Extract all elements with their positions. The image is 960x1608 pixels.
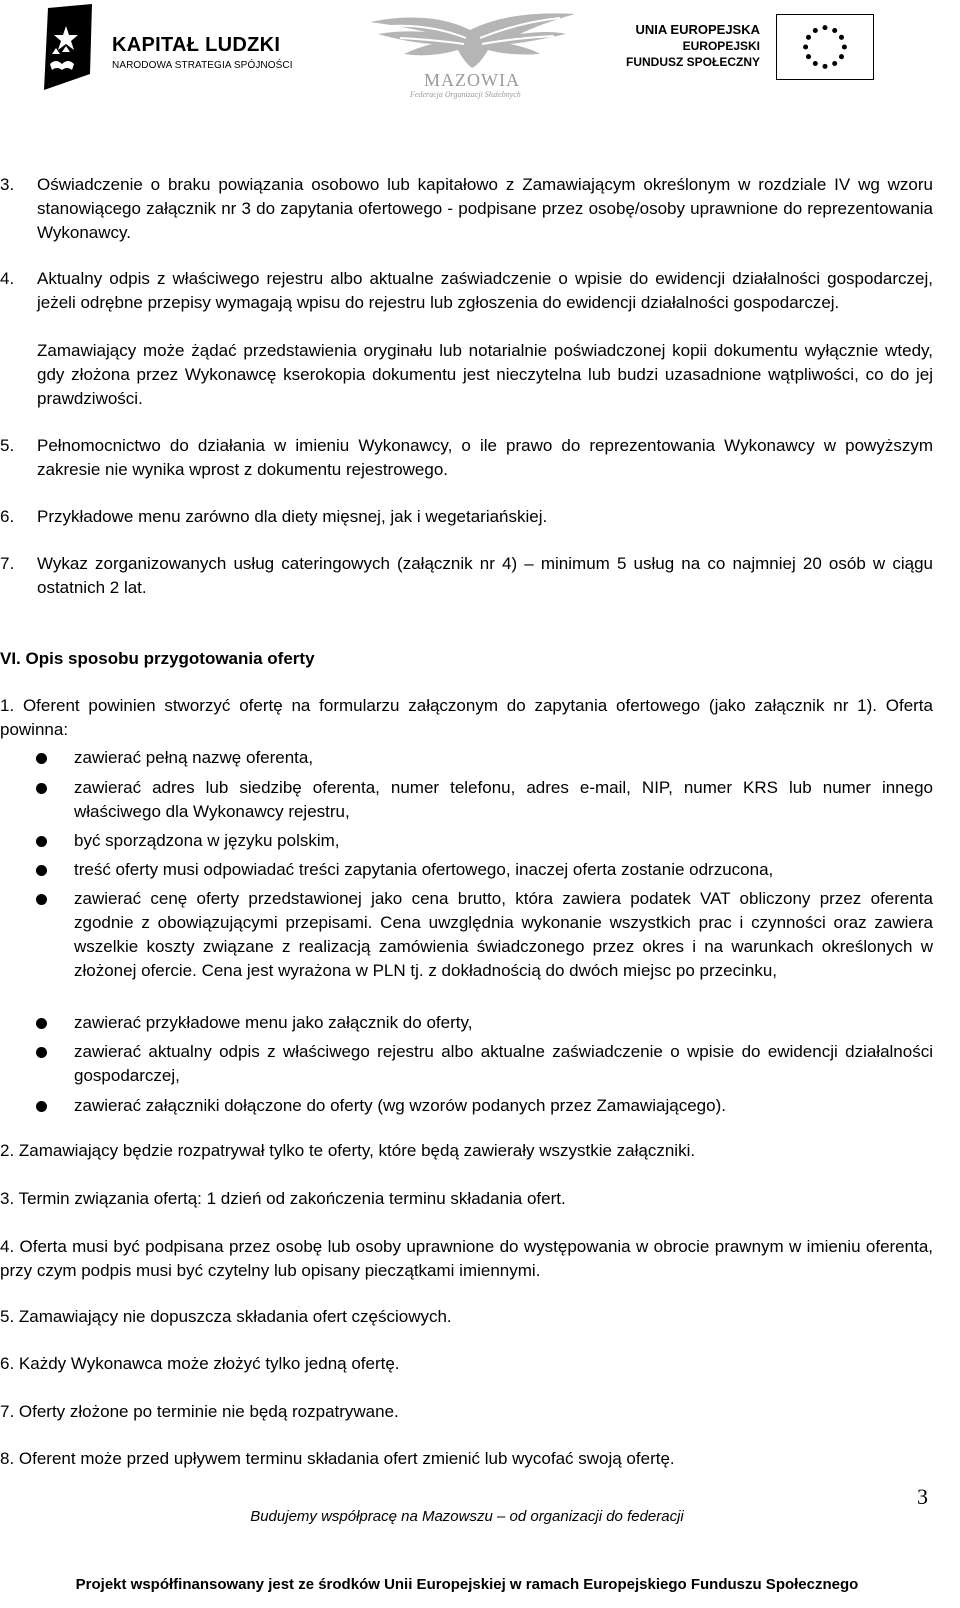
eu-line-1: UNIA EUROPEJSKA — [635, 22, 760, 37]
mazowia-title: MAZOWIA — [424, 70, 520, 90]
item-7-text: Wykaz zorganizowanych usług cateringowych (załącznik nr 4) – minimum 5 usług na co najmniej 20 osób w ciągu ostatnich 2 lat. — [37, 554, 933, 597]
eu-logo — [625, 14, 876, 82]
item-number: 6. — [0, 507, 15, 526]
bullet-item: zawierać pełną nazwę oferenta, — [74, 748, 314, 767]
bullet-dot — [36, 1047, 47, 1058]
mazowia-logo — [370, 4, 580, 100]
item-number: 5. — [0, 436, 15, 455]
rule-item: 8. Oferent może przed upływem terminu składania ofert zmienić lub wycofać swoją ofertę. — [0, 1449, 675, 1468]
intro-paragraph: 1. Oferent powinien stworzyć ofertę na formularzu załączonym do zapytania ofertowego (jako załącznik nr 1). Oferta powinna: — [0, 696, 933, 739]
rule-item: 4. Oferta musi być podpisana przez osobę lub osoby uprawnione do występowania w obrocie prawnym w imieniu oferenta, przy czym podpis musi być czytelny lub opisany pieczątkami imiennymi. — [0, 1237, 933, 1280]
bullet-dot — [36, 836, 47, 847]
rule-item: 2. Zamawiający będzie rozpatrywał tylko te oferty, które będą zawierały wszystkie załączniki. — [0, 1141, 696, 1160]
footer-funding: Projekt współfinansowany jest ze środków Unii Europejskiej w ramach Europejskiego Funduszu Społecznego — [75, 1576, 859, 1593]
bullet-dot — [36, 894, 47, 905]
bullet-item: zawierać aktualny odpis z właściwego rejestru albo aktualne zaświadczenie o wpisie do ewidencji działalności gospodarczej, — [74, 1042, 933, 1085]
bullet-item: zawierać cenę oferty przedstawionej jako cena brutto, która zawiera podatek VAT obliczony przez oferenta zgodnie z obowiązującymi przepisami. Cena uwzględnia wykonanie wszystkich prac i czynności oraz zawiera wszelkie koszty związane z realizacją zamówienia świadczonego przez okres i na warunkach określonych w złożonej ofercie. Cena jest wyrażona w PLN tj. z dokładnością do dwóch miejsc po przecinku, — [74, 889, 933, 980]
item-3-text: Oświadczenie o braku powiązania osobowo lub kapitałowo z Zamawiającym określonym w rozdziale IV wg wzoru stanowiącego załącznik nr 3 do zapytania ofertowego - podpisane przez osobę/osoby uprawnione do reprezentowania Wykonawcy. — [37, 175, 933, 242]
bullet-dot — [36, 865, 47, 876]
bullet-item: zawierać adres lub siedzibę oferenta, numer telefonu, adres e-mail, NIP, numer KRS lub numer innego właściwego dla Wykonawcy rejestru, — [74, 778, 933, 821]
item-4-note: Zamawiający może żądać przedstawienia oryginału lub notarialnie poświadczonej kopii dokumentu wyłącznie wtedy, gdy złożona przez Wykonawcę kserokopia dokumentu jest nieczytelna lub budzi uzasadnione wątpliwości, co do jej prawdziwości. — [37, 341, 933, 408]
bullet-item: treść oferty musi odpowiadać treści zapytania ofertowego, inaczej oferta zostanie odrzucona, — [74, 860, 774, 879]
rule-item: 5. Zamawiający nie dopuszcza składania ofert częściowych. — [0, 1307, 452, 1326]
rule-item: 3. Termin związania ofertą: 1 dzień od zakończenia terminu składania ofert. — [0, 1189, 566, 1208]
bullet-dot — [36, 1018, 47, 1029]
footer-motto: Budujemy współpracę na Mazowszu – od organizacji do federacji — [250, 1508, 684, 1525]
item-number: 7. — [0, 554, 15, 573]
kapital-ludzki-subtitle: NARODOWA STRATEGIA SPÓJNOŚCI — [112, 60, 293, 71]
mazowia-subtitle: Federacja Organizacji Służebnych — [410, 90, 521, 99]
page-number: 3 — [917, 1484, 928, 1509]
eu-line-2: EUROPEJSKI — [682, 39, 760, 53]
section-title: VI. Opis sposobu przygotowania oferty — [0, 649, 315, 668]
eu-logo-text — [626, 22, 760, 70]
item-6-text: Przykładowe menu zarówno dla diety mięsnej, jak i wegetariańskiej. — [37, 507, 548, 526]
eu-flag-icon — [776, 14, 874, 80]
bullet-dot — [36, 753, 47, 764]
item-5-text: Pełnomocnictwo do działania w imieniu Wykonawcy, o ile prawo do reprezentowania Wykonawcy w powyższym zakresie nie wynika wprost z dokumentu rejestrowego. — [37, 436, 933, 479]
item-number: 3. — [0, 175, 15, 194]
kapital-ludzki-logo — [40, 4, 310, 90]
item-4-text: Aktualny odpis z właściwego rejestru albo aktualne zaświadczenie o wpisie do ewidencji działalności gospodarczej, jeżeli odrębne przepisy wymagają wpisu do rejestru lub zgłoszenia do ewidencji działalności gospodarczej. — [37, 269, 933, 312]
eu-line-3: FUNDUSZ SPOŁECZNY — [625, 55, 760, 69]
bullet-dot — [36, 783, 47, 794]
bullet-dot — [36, 1101, 47, 1112]
mazowia-wings-icon — [370, 4, 575, 70]
item-number: 4. — [0, 269, 15, 288]
kapital-ludzki-title: KAPITAŁ LUDZKI — [112, 34, 281, 56]
bullet-item: zawierać załączniki dołączone do oferty (wg wzorów podanych przez Zamawiającego). — [74, 1096, 726, 1115]
bullet-item: być sporządzona w języku polskim, — [74, 831, 340, 850]
bullet-item: zawierać przykładowe menu jako załącznik do oferty, — [74, 1013, 473, 1032]
rule-item: 7. Oferty złożone po terminie nie będą rozpatrywane. — [0, 1402, 399, 1421]
kapital-ludzki-flag-icon — [40, 4, 92, 90]
rule-item: 6. Każdy Wykonawca może złożyć tylko jedną ofertę. — [0, 1354, 400, 1373]
